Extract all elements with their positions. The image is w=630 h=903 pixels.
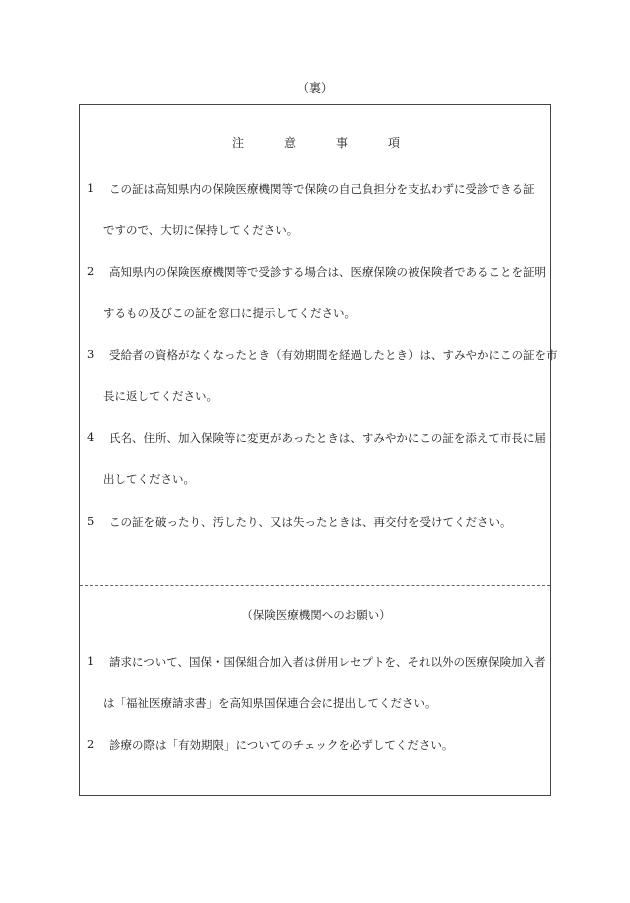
item-number: 2 [87, 264, 95, 278]
item-number: 2 [87, 737, 95, 751]
item-number: 1 [87, 654, 95, 668]
institution-request-title: （保険医療機関へのお願い） [241, 608, 391, 622]
item-text-line2: は「福祉医療請求書」を高知県国保連合会に提出してください。 [103, 696, 437, 710]
notice-title-char: 意 [284, 136, 297, 150]
item-text-line1: 氏名、住所、加入保険等に変更があったときは、すみやかにこの証を添えて市長に届 [109, 431, 546, 445]
item-number: 5 [87, 514, 95, 528]
notice-title-char: 注 [232, 136, 245, 150]
item-text-line2: するもの及びこの証を窓口に提示してください。 [103, 306, 356, 320]
item-text-line1: この証は高知県内の保険医療機関等で保険の自己負担分を支払わずに受診できる証 [109, 182, 535, 196]
item-text-line2: ですので、大切に保持してください。 [103, 223, 299, 237]
item-text-line1: 高知県内の保険医療機関等で受診する場合は、医療保険の被保険者であることを証明 [109, 265, 546, 279]
notice-box [79, 104, 558, 796]
item-text-line1: この証を破ったり、汚したり、又は失ったときは、再交付を受けてください。 [109, 515, 512, 529]
notice-title-char: 項 [388, 136, 401, 150]
item-text-line1: 請求について、国保・国保組合加入者は併用レセプトを、それ以外の医療保険加入者 [109, 655, 546, 669]
item-text-line2: 出してください。 [103, 472, 195, 486]
item-number: 4 [87, 430, 95, 444]
item-text-line1: 診療の際は「有効期限」についてのチェックを必ずしてください。 [109, 738, 454, 752]
back-side-label: （裏） [296, 81, 333, 95]
notice-title-char: 事 [336, 136, 349, 150]
dashed-divider [80, 585, 550, 586]
item-number: 3 [87, 347, 95, 361]
item-text-line1: 受給者の資格がなくなったとき（有効期間を経過したとき）は、すみやかにこの証を市 [109, 348, 558, 362]
item-text-line2: 長に返してください。 [103, 389, 218, 403]
item-number: 1 [87, 181, 95, 195]
notice-title [80, 135, 552, 151]
